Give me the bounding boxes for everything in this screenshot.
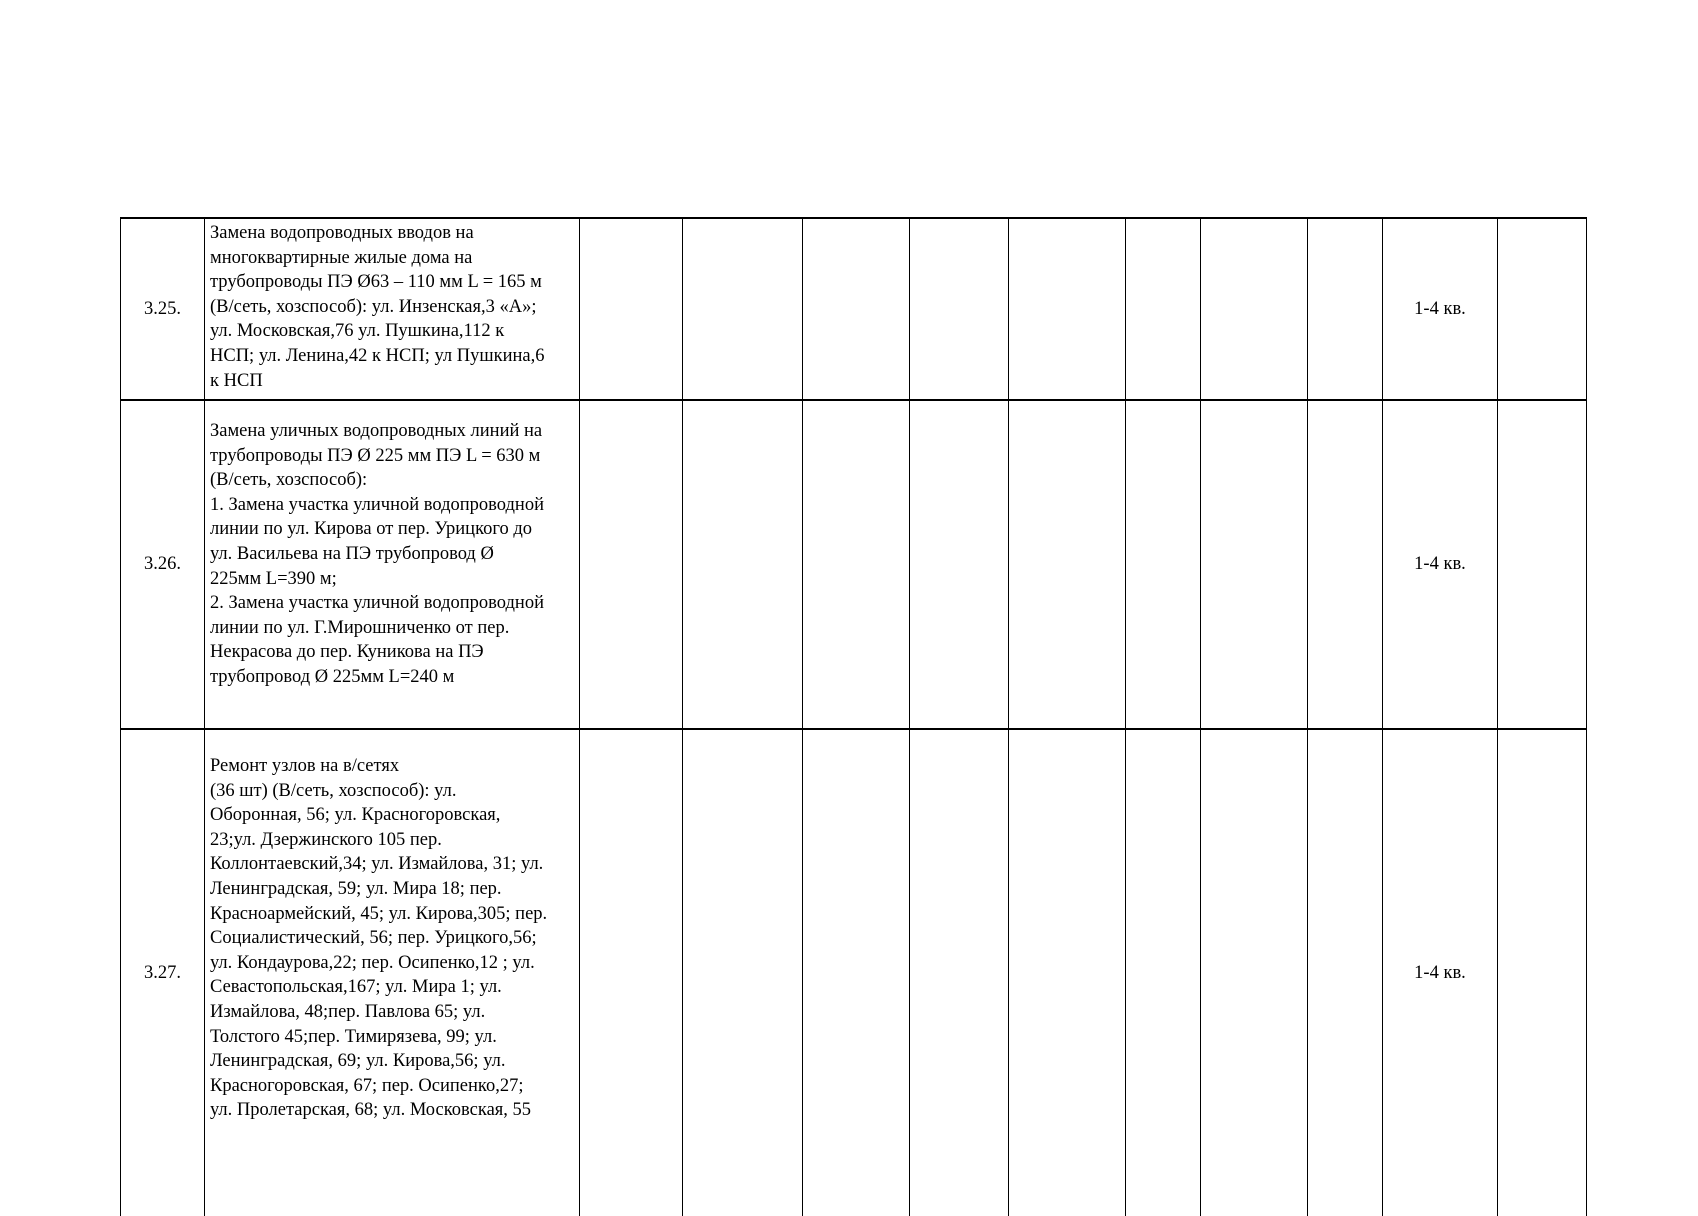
- empty-cell: [683, 729, 803, 1216]
- work-description: [205, 400, 580, 729]
- empty-cell: [1498, 729, 1587, 1216]
- description-line: Оборонная, 56; ул. Красногоровская,: [210, 805, 501, 826]
- description-line: Коллонтаевский,34; ул. Измайлова, 31; ул.: [210, 854, 544, 875]
- empty-cell: [683, 218, 803, 400]
- description-line: Толстого 45;пер. Тимирязева, 99; ул.: [210, 1026, 497, 1047]
- empty-cell: [1201, 218, 1308, 400]
- empty-cell: [1498, 400, 1587, 729]
- description-line: 23;ул. Дзержинского 105 пер.: [210, 829, 442, 850]
- empty-cell: [1126, 729, 1201, 1216]
- description-line: НСП; ул. Ленина,42 к НСП; ул Пушкина,6: [210, 345, 545, 366]
- description-line: трубопровод Ø 225мм L=240 м: [210, 666, 455, 687]
- description-line: (В/сеть, хозспособ): ул. Инзенская,3 «А»;: [210, 296, 537, 317]
- table-row: [121, 218, 1587, 400]
- empty-cell: [580, 400, 683, 729]
- empty-cell: [1308, 400, 1383, 729]
- empty-cell: [1126, 400, 1201, 729]
- empty-cell: [803, 729, 910, 1216]
- description-line: Красногоровская, 67; пер. Осипенко,27;: [210, 1075, 524, 1096]
- description-line: Социалистический, 56; пер. Урицкого,56;: [210, 928, 537, 949]
- empty-cell: [910, 218, 1009, 400]
- term-cell: 1-4 кв.: [1383, 218, 1498, 400]
- description-line: ул. Пролетарская, 68; ул. Московская, 55: [210, 1100, 532, 1121]
- description-line: Измайлова, 48;пер. Павлова 65; ул.: [210, 1001, 486, 1022]
- description-line: (36 шт) (В/сеть, хозспособ): ул.: [210, 780, 457, 801]
- description-line: Ленинградская, 69; ул. Кирова,56; ул.: [210, 1051, 506, 1072]
- term-cell: 1-4 кв.: [1383, 400, 1498, 729]
- term-cell: 1-4 кв.: [1383, 729, 1498, 1216]
- table-row: [121, 400, 1587, 729]
- description-line: многоквартирные жилые дома на: [210, 247, 473, 268]
- description-line: (В/сеть, хозспособ):: [210, 470, 368, 491]
- description-line: Красноармейский, 45; ул. Кирова,305; пер.: [210, 903, 548, 924]
- description-line: Ремонт узлов на в/сетях: [210, 756, 400, 776]
- empty-cell: [1009, 400, 1126, 729]
- empty-cell: [1009, 218, 1126, 400]
- works-table: [120, 217, 1587, 1216]
- description-line: ул. Васильева на ПЭ трубопровод Ø: [210, 543, 494, 564]
- row-number: 3.25.: [121, 218, 205, 400]
- empty-cell: [803, 218, 910, 400]
- empty-cell: [683, 400, 803, 729]
- table-row: [121, 729, 1587, 1216]
- description-line: ул. Кондаурова,22; пер. Осипенко,12 ; ул.: [210, 952, 535, 973]
- work-description: [205, 218, 580, 400]
- description-line: ул. Московская,76 ул. Пушкина,112 к: [210, 321, 505, 342]
- row-number: 3.27.: [121, 729, 205, 1216]
- description-line: трубопроводы ПЭ Ø63 – 110 мм L = 165 м: [210, 272, 542, 293]
- description-line: Замена уличных водопроводных линий на: [210, 421, 543, 441]
- empty-cell: [1201, 729, 1308, 1216]
- description-line: 1. Замена участка уличной водопроводной: [210, 494, 544, 515]
- empty-cell: [1126, 218, 1201, 400]
- empty-cell: [1308, 218, 1383, 400]
- empty-cell: [1009, 729, 1126, 1216]
- description-line: Ленинградская, 59; ул. Мира 18; пер.: [210, 878, 502, 899]
- empty-cell: [1308, 729, 1383, 1216]
- description-line: к НСП: [210, 370, 263, 391]
- description-line: 2. Замена участка уличной водопроводной: [210, 593, 544, 614]
- row-number: 3.26.: [121, 400, 205, 729]
- description-line: линии по ул. Кирова от пер. Урицкого до: [210, 519, 533, 540]
- empty-cell: [910, 400, 1009, 729]
- empty-cell: [1201, 400, 1308, 729]
- empty-cell: [910, 729, 1009, 1216]
- empty-cell: [580, 729, 683, 1216]
- work-description: [205, 729, 580, 1216]
- description-line: Замена водопроводных вводов на: [210, 223, 474, 243]
- empty-cell: [803, 400, 910, 729]
- empty-cell: [580, 218, 683, 400]
- description-line: трубопроводы ПЭ Ø 225 мм ПЭ L = 630 м: [210, 445, 541, 466]
- table-viewport: [120, 217, 1586, 1121]
- empty-cell: [1498, 218, 1587, 400]
- description-line: 225мм L=390 м;: [210, 568, 337, 589]
- description-line: линии по ул. Г.Мирошниченко от пер.: [210, 617, 510, 638]
- description-line: Некрасова до пер. Куникова на ПЭ: [210, 642, 484, 663]
- description-line: Севастопольская,167; ул. Мира 1; ул.: [210, 977, 502, 998]
